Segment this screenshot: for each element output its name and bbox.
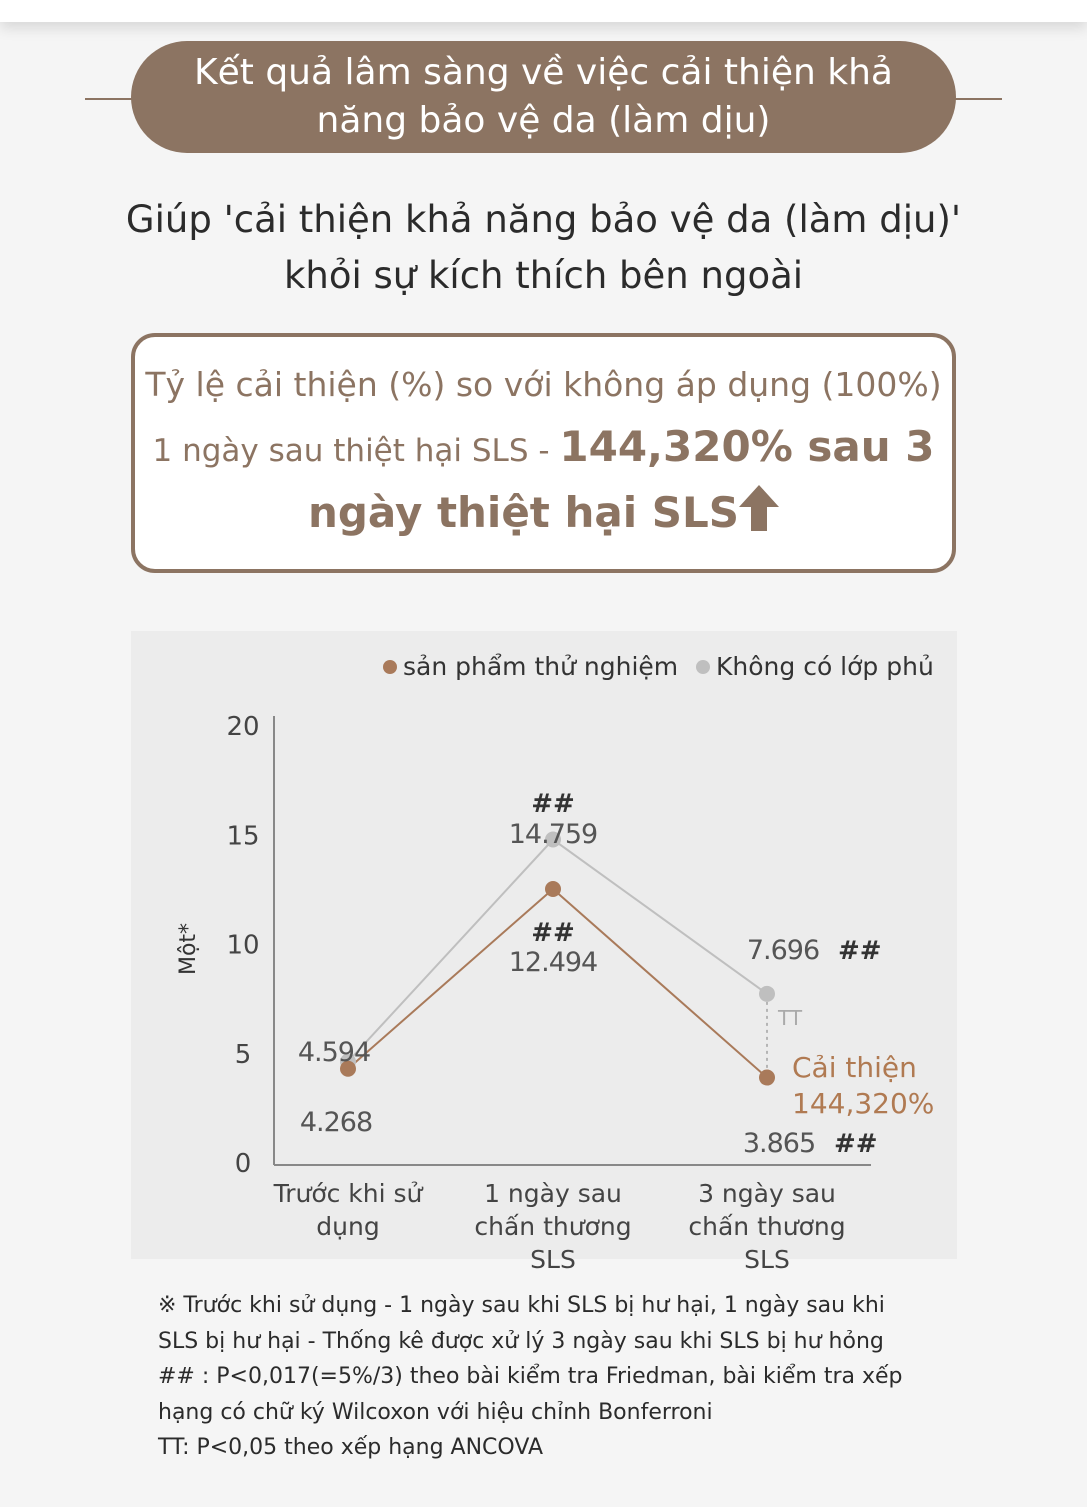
legend-marker-1	[383, 660, 397, 674]
y-tick-label: 20	[226, 712, 260, 742]
data-label: 4.594	[297, 1037, 371, 1068]
footnote-line5: TT: P<0,05 theo xếp hạng ANCOVA	[158, 1435, 544, 1460]
header-title-line2: năng bảo vệ da (làm dịu)	[316, 100, 771, 141]
info-line2-highlight: 144,320% sau 3	[559, 422, 935, 471]
data-label: 12.494	[508, 947, 598, 978]
legend-label-1: sản phẩm thử nghiệm	[403, 652, 679, 681]
x-tick-label: 3 ngày sau	[698, 1179, 836, 1208]
x-tick-label: chấn thương	[688, 1212, 846, 1241]
y-tick-label: 10	[226, 930, 260, 961]
subtitle-line2: khỏi sự kích thích bên ngoài	[283, 254, 804, 297]
tt-mark: TT	[777, 1006, 803, 1030]
info-line2-prefix: 1 ngày sau thiệt hại SLS -	[152, 433, 560, 469]
x-tick-label: chấn thương	[474, 1212, 632, 1241]
footnote-line4: hạng có chữ ký Wilcoxon với hiệu chỉnh Bonferroni	[158, 1399, 713, 1425]
data-label: 3.865	[742, 1128, 816, 1159]
data-point-series2	[759, 986, 775, 1002]
significance-mark: ##	[834, 1129, 878, 1159]
line-chart	[131, 631, 957, 1274]
y-tick-label: 15	[226, 821, 260, 852]
y-tick-label: 0	[234, 1149, 252, 1179]
significance-mark: ##	[838, 936, 882, 966]
significance-mark: ##	[531, 918, 575, 948]
info-line1: Tỷ lệ cải thiện (%) so với không áp dụng (100%)	[145, 365, 942, 404]
improvement-annotation-line2: 144,320%	[792, 1087, 935, 1120]
footnote-line1: ※ Trước khi sử dụng - 1 ngày sau khi SLS bị hư hại, 1 ngày sau khi	[158, 1293, 885, 1318]
data-label: 14.759	[508, 819, 598, 850]
legend-label-2: Không có lớp phủ	[716, 652, 934, 681]
info-line3	[135, 485, 952, 545]
footnote-line2: SLS bị hư hại - Thống kê được xử lý 3 ngày sau khi SLS bị hư hỏng	[158, 1328, 884, 1354]
significance-mark: ##	[531, 789, 575, 819]
improvement-info-box	[131, 333, 956, 573]
x-tick-label: dụng	[316, 1212, 380, 1241]
data-label: 4.268	[299, 1107, 373, 1138]
y-tick-label: 5	[234, 1039, 252, 1070]
subtitle	[60, 192, 1027, 304]
x-tick-label: SLS	[744, 1245, 790, 1274]
info-line3-text: ngày thiệt hại SLS	[307, 488, 740, 537]
top-bar	[0, 0, 1087, 22]
info-line2	[135, 419, 952, 479]
x-tick-label: Trước khi sử	[273, 1179, 423, 1208]
y-axis-label: Một*	[176, 922, 201, 976]
data-point-series1	[545, 881, 561, 897]
up-arrow-icon	[739, 485, 779, 545]
footnote-line3: ## : P<0,017(=5%/3) theo bài kiểm tra Friedman, bài kiểm tra xếp	[158, 1364, 903, 1389]
header-title-line1: Kết quả lâm sàng về việc cải thiện khả	[194, 52, 893, 93]
header-banner	[131, 41, 956, 153]
footnote	[158, 1288, 938, 1466]
subtitle-line1: Giúp 'cải thiện khả năng bảo vệ da (làm dịu)'	[125, 198, 962, 241]
data-label: 7.696	[746, 935, 820, 966]
x-tick-label: 1 ngày sau	[484, 1179, 622, 1208]
improvement-annotation-line1: Cải thiện	[792, 1051, 917, 1084]
data-point-series1	[759, 1070, 775, 1086]
chart-panel	[131, 631, 957, 1274]
x-tick-label: SLS	[530, 1245, 576, 1274]
legend-marker-2	[696, 660, 710, 674]
